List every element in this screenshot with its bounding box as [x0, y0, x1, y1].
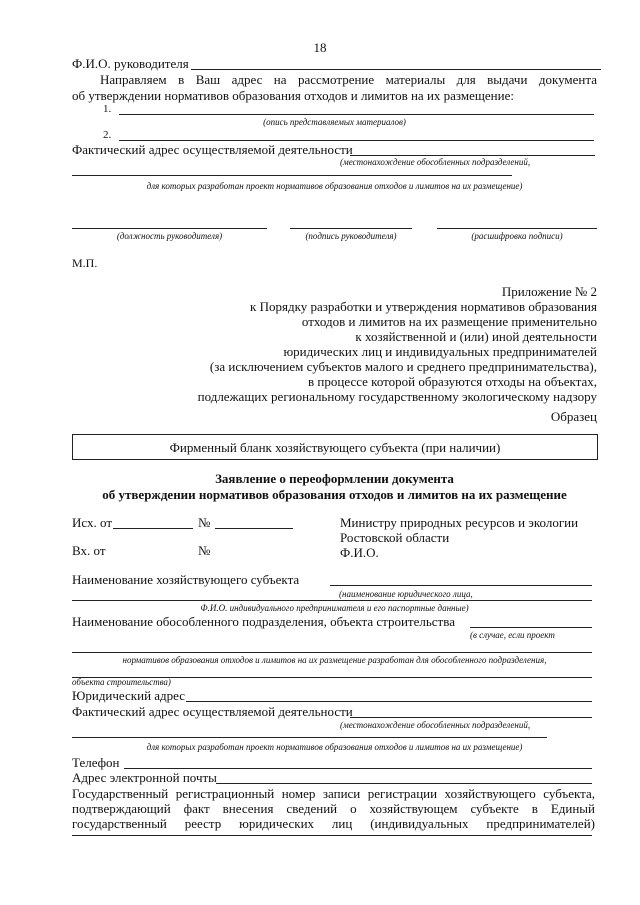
outgoing-number-line[interactable] — [215, 528, 293, 529]
appendix-line-6: (за исключением субъектов малого и среднего предпринимательства), — [209, 359, 597, 374]
intro-line-1: Направляем в Ваш адрес на рассмотрение материалы для выдачи документа — [100, 72, 597, 87]
appendix-line-7: в процессе которой образуются отходы на объектах, — [308, 374, 597, 389]
appendix-line-5: юридических лиц и индивидуальных предпринимателей — [283, 344, 597, 359]
form-title-line-2: об утверждении нормативов образования отходов и лимитов на их размещение — [102, 487, 567, 502]
subdivision-name-label: Наименование обособленного подразделения, объекта строительства — [72, 614, 455, 629]
registration-line-2: подтверждающий факт внесения сведений о хозяйствующем субъекте в Единый — [72, 801, 595, 816]
caption-materials: (опись представляемых материалов) — [263, 117, 406, 127]
entity-name-label: Наименование хозяйствующего субъекта — [72, 572, 300, 587]
entity-name-continuation-line[interactable] — [72, 600, 592, 601]
phone-label: Телефон — [72, 755, 120, 770]
addressee-line-2: Ростовской области — [340, 530, 450, 545]
form-caption-for-which: для которых разработан проект нормативов образования отходов и лимитов на их размещение) — [146, 742, 523, 752]
form-title-line-1: Заявление о переоформлении документа — [215, 471, 454, 486]
intro-line-2: об утверждении нормативов образования отходов и лимитов на их размещение: — [72, 88, 514, 103]
form-location-continuation-line[interactable] — [72, 737, 547, 738]
appendix-line-2: к Порядку разработки и утверждения нормативов образования — [250, 299, 597, 314]
head-fio-line[interactable] — [191, 69, 601, 70]
entity-name-line[interactable] — [330, 585, 592, 586]
registration-line-3: государственный реестр юридических лиц (индивидуальных предпринимателей) — [72, 816, 595, 831]
caption-construction-object: объекта строительства) — [72, 677, 171, 687]
outgoing-date-line[interactable] — [113, 528, 193, 529]
incoming-ref-label: Вх. от — [72, 543, 106, 558]
material-item-2-number: 2. — [103, 129, 112, 141]
appendix-line-3: отходов и лимитов на их размещение применительно — [301, 314, 597, 329]
registration-number-line[interactable] — [72, 835, 592, 836]
caption-for-which: для которых разработан проект нормативов образования отходов и лимитов на их размещение) — [146, 181, 523, 191]
addressee-line-1: Министру природных ресурсов и экологии — [340, 515, 579, 530]
actual-address-label: Фактический адрес осуществляемой деятельности — [72, 142, 353, 157]
incoming-number-sign: № — [198, 543, 211, 558]
letterhead-box — [72, 434, 598, 460]
registration-line-1: Государственный регистрационный номер записи регистрации хозяйствующего субъекта, — [72, 786, 595, 801]
appendix-line-4: к хозяйственной и (или) иной деятельности — [355, 329, 597, 344]
form-caption-location: (местонахождение обособленных подразделений, — [340, 720, 531, 730]
appendix-line-8: подлежащих региональному государственному экологическому надзору — [197, 389, 597, 404]
subdivision-name-line[interactable] — [470, 627, 592, 628]
subdivision-continuation-line[interactable] — [72, 652, 592, 653]
caption-if-project: (в случае, если проект — [470, 630, 555, 640]
signature-line[interactable] — [290, 228, 412, 229]
caption-decoding: (расшифровка подписи) — [471, 231, 563, 241]
outgoing-ref-label: Исх. от — [72, 515, 112, 530]
appendix-line-1: Приложение № 2 — [501, 284, 597, 299]
material-item-2-line[interactable] — [119, 140, 594, 141]
caption-legal-entity: (наименование юридического лица, — [339, 589, 473, 599]
form-actual-address-label: Фактический адрес осуществляемой деятельности — [72, 704, 353, 719]
actual-address-line[interactable] — [350, 155, 595, 156]
material-item-1-line[interactable] — [119, 114, 594, 115]
email-line[interactable] — [216, 783, 592, 784]
sample-label: Образец — [550, 409, 597, 424]
caption-position: (должность руководителя) — [116, 231, 223, 241]
signature-decoding-line[interactable] — [437, 228, 597, 229]
addressee-line-3: Ф.И.О. — [340, 545, 379, 560]
email-label: Адрес электронной почты — [72, 770, 217, 785]
location-continuation-line[interactable] — [72, 175, 512, 176]
phone-line[interactable] — [124, 768, 592, 769]
seal-place: М.П. — [72, 256, 98, 270]
form-actual-address-line[interactable] — [350, 717, 592, 718]
caption-subdivision: нормативов образования отходов и лимитов на их размещение разработан для обособленного подразделения, — [122, 655, 547, 665]
letterhead-label: Фирменный бланк хозяйствующего субъекта (при наличии) — [169, 440, 501, 455]
caption-signature: (подпись руководителя) — [305, 231, 397, 241]
legal-address-line[interactable] — [186, 701, 592, 702]
head-fio-label: Ф.И.О. руководителя — [72, 56, 189, 71]
caption-individual: Ф.И.О. индивидуального предпринимателя и его паспортные данные) — [200, 603, 469, 613]
signature-position-line[interactable] — [72, 228, 267, 229]
legal-address-label: Юридический адрес — [72, 688, 186, 703]
page-number: 18 — [313, 40, 327, 55]
material-item-1-number: 1. — [103, 103, 112, 115]
outgoing-number-sign: № — [198, 515, 211, 530]
caption-location: (местонахождение обособленных подразделений, — [340, 157, 531, 167]
